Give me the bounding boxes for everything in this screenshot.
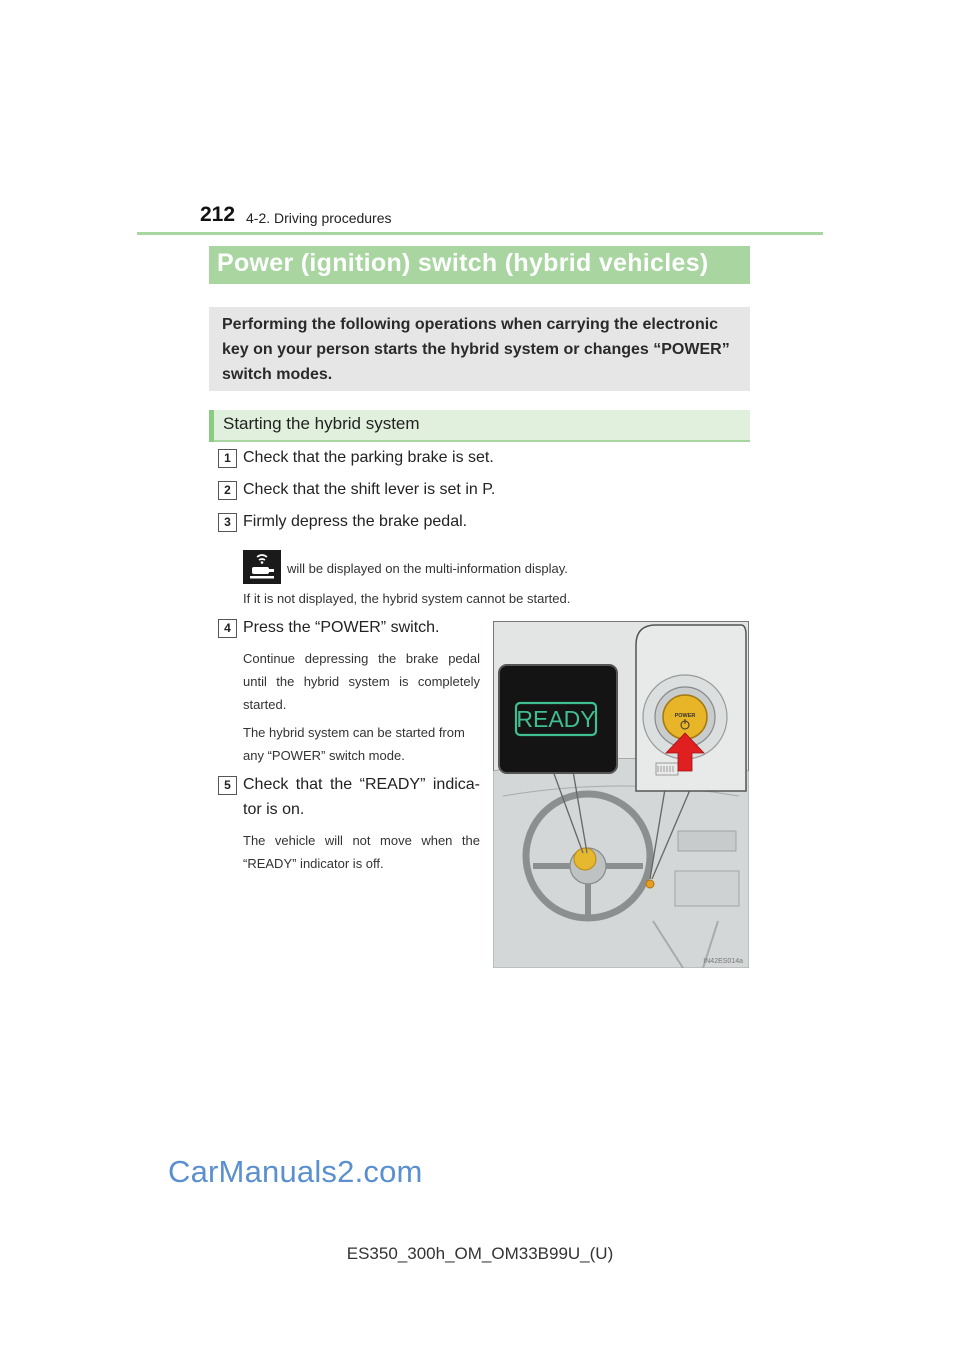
page-number: 212 [200,203,236,226]
any-mode-note: The hybrid system can be started from any “POWER” switch mode. [243,725,465,763]
step-5-text-line1: Check that the “READY” indica- [243,776,480,793]
step-5-badge: 5 [218,776,237,795]
page-title: Power (ignition) switch (hybrid vehicles) [217,249,709,277]
intro-box [209,307,750,391]
step-4-badge: 4 [218,619,237,638]
step-4-text: Press the “POWER” switch. [243,619,440,636]
not-displayed-note: If it is not displayed, the hybrid system cannot be started. [243,591,571,606]
step-2-badge: 2 [218,481,237,500]
step-5-text-line2: tor is on. [243,801,305,818]
step-1-badge: 1 [218,449,237,468]
display-icon-note: will be displayed on the multi-information display. [287,561,568,576]
step-1-text: Check that the parking brake is set. [243,449,494,466]
step-3-badge: 3 [218,513,237,532]
continue-depressing-note: Continue depressing the brake pedal until the hybrid system is completely started. [243,651,480,712]
section-label: 4-2. Driving procedures [246,210,392,226]
hybrid-start-icon [243,550,281,584]
page-title-bar [209,246,750,284]
power-switch-label: POWER [674,713,696,719]
illustration-code: IN42ES014a [703,958,743,965]
step-2-text: Check that the shift lever is set in P. [243,481,496,498]
dashboard-illustration [493,621,749,968]
header-divider [137,232,823,235]
ready-indicator-label: READY [516,706,596,732]
step-3-text: Firmly depress the brake pedal. [243,513,468,530]
ready-off-note: The vehicle will not move when the “READY” indicator is off. [243,833,480,871]
subsection-heading [209,410,750,442]
watermark: CarManuals2.com [168,1154,423,1189]
document-footer: ES350_300h_OM_OM33B99U_(U) [346,1244,614,1263]
intro-text: Performing the following operations when carrying the electronic key on your person starts the hybrid system or changes “POWER” switch modes. [222,316,730,383]
subsection-title: Starting the hybrid system [223,414,420,433]
